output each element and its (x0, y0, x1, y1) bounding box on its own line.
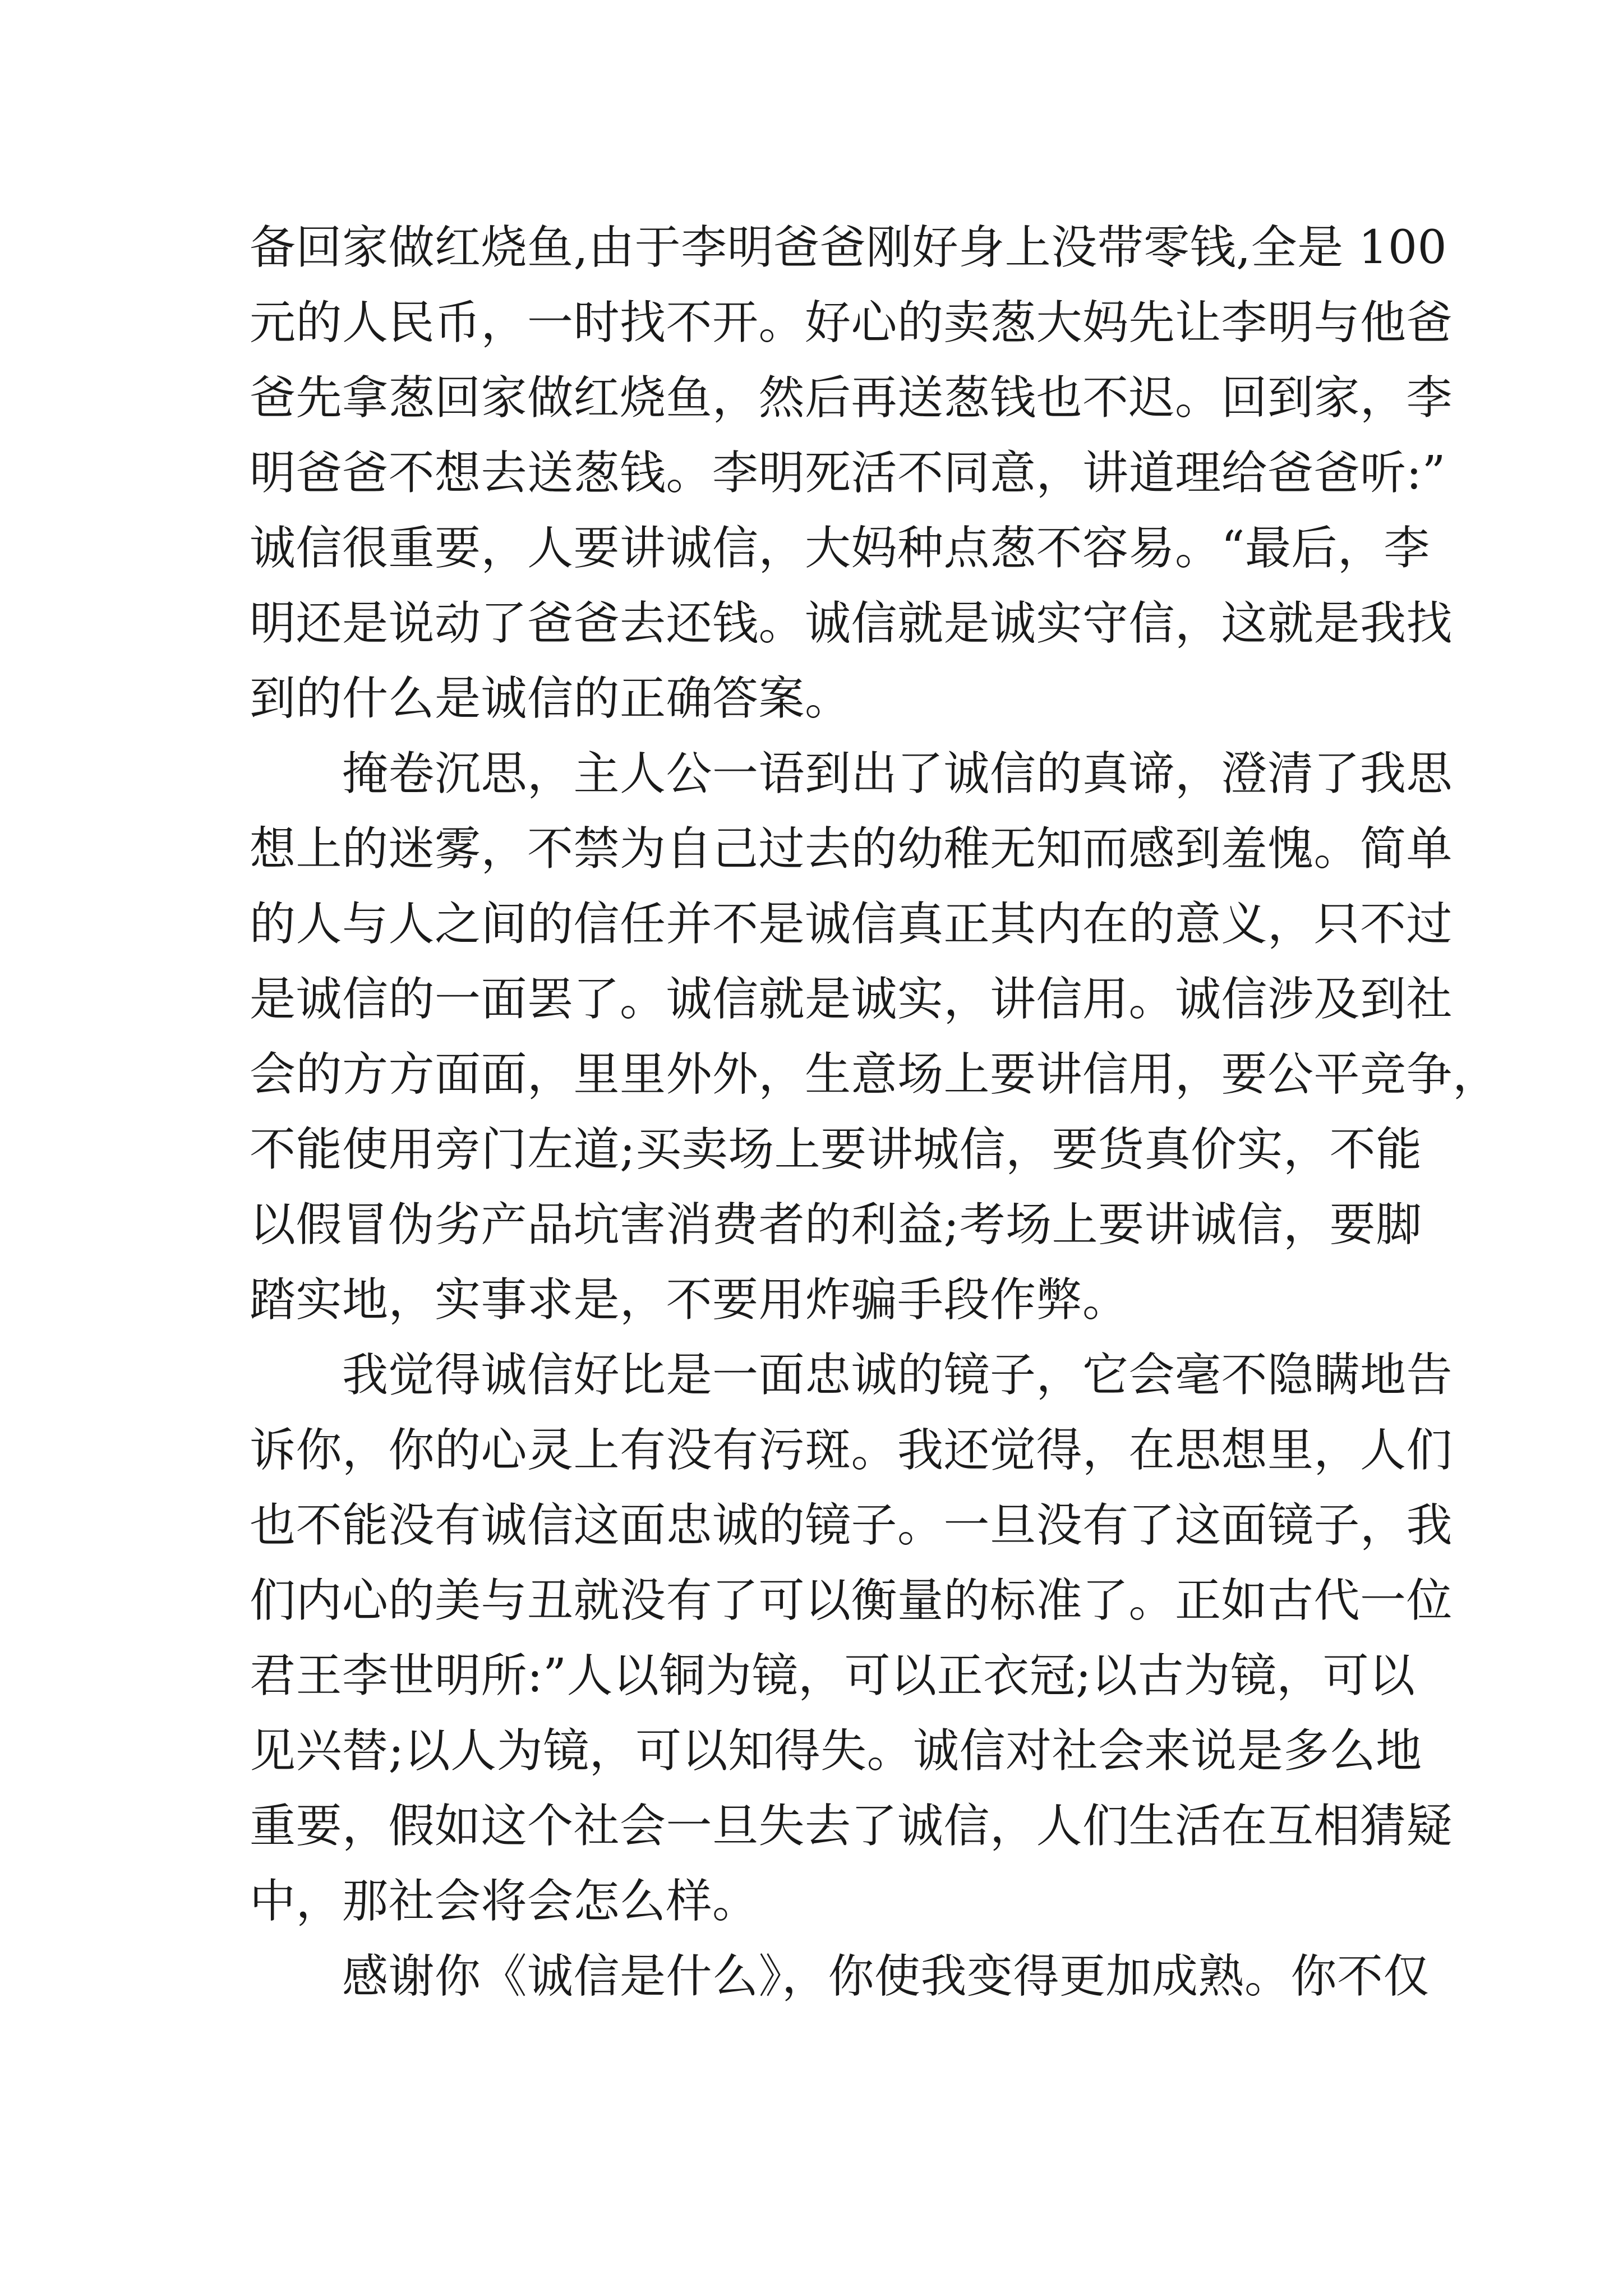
paragraph-first-line: 我觉得诚信好比是一面忠诚的镜子，它会毫不隐瞒地告 (342, 1349, 1453, 1402)
paragraph-first-line: 感谢你《诚信是什么》，你使我变得更加成熟。你不仅 (342, 1950, 1430, 2003)
text-line: 到的什么是诚信的正确答案。 (250, 672, 851, 725)
text-line: 见兴替;以人为镜，可以知得失。诚信对社会来说是多么地 (250, 1724, 1422, 1778)
paragraph-first-line: 掩卷沉思，主人公一语到出了诚信的真谛，澄清了我思 (342, 747, 1453, 800)
text-line: 君王李世明所:”人以铜为镜，可以正衣冠;以古为镜，可以 (250, 1649, 1415, 1703)
text-line: 备回家做红烧鱼,由于李明爸爸刚好身上没带零钱,全是 100 (250, 221, 1447, 274)
body-text (250, 210, 1499, 2014)
text-line: 元的人民币，一时找不开。好心的卖葱大妈先让李明与他爸 (250, 296, 1453, 349)
text-line: 会的方方面面，里里外外，生意场上要讲信用，要公平竞争， (250, 1048, 1499, 1101)
text-line: 重要，假如这个社会一旦失去了诚信，人们生活在互相猜疑 (250, 1800, 1453, 1853)
text-line: 也不能没有诚信这面忠诚的镜子。一旦没有了这面镜子，我 (250, 1499, 1453, 1552)
text-line: 想上的迷雾，不禁为自己过去的幼稚无知而感到羞愧。简单 (250, 822, 1453, 876)
text-line: 不能使用旁门左道;买卖场上要讲城信，要货真价实，不能 (250, 1123, 1422, 1176)
text-line: 的人与人之间的信任并不是诚信真正其内在的意义，只不过 (250, 898, 1453, 951)
text-line: 以假冒伪劣产品坑害消费者的利益;考场上要讲诚信，要脚 (250, 1198, 1422, 1251)
text-line: 是诚信的一面罢了。诚信就是诚实，讲信用。诚信涉及到社 (250, 973, 1453, 1026)
text-line: 诉你，你的心灵上有没有污斑。我还觉得，在思想里，人们 (250, 1424, 1453, 1477)
text-line: 诚信很重要，人要讲诚信，大妈种点葱不容易。“最后，李 (250, 522, 1430, 575)
text-line: 中，那社会将会怎么样。 (250, 1875, 759, 1928)
text-line: 踏实地，实事求是，不要用炸骗手段作弊。 (250, 1273, 1129, 1327)
text-line: 明还是说动了爸爸去还钱。诚信就是诚实守信，这就是我找 (250, 597, 1453, 650)
text-line: 们内心的美与丑就没有了可以衡量的标准了。正如古代一位 (250, 1574, 1453, 1627)
text-line: 明爸爸不想去送葱钱。李明死活不同意，讲道理给爸爸听:” (250, 447, 1446, 500)
text-line: 爸先拿葱回家做红烧鱼，然后再送葱钱也不迟。回到家，李 (250, 371, 1453, 425)
